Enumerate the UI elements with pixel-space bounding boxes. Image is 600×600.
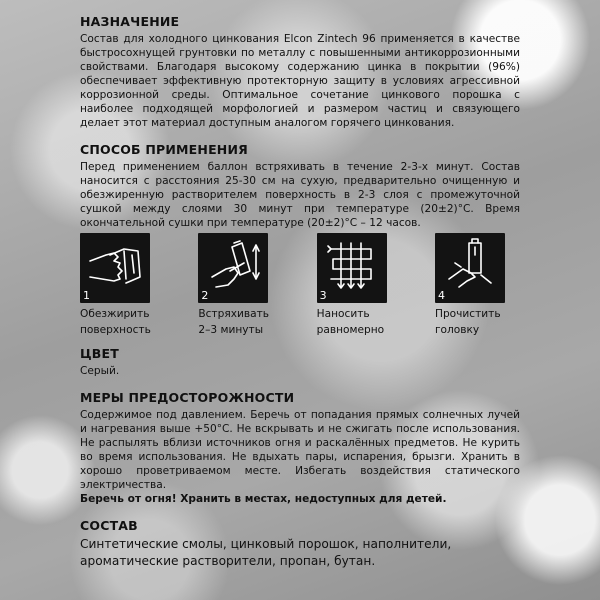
purpose-section [80, 14, 520, 130]
application-steps [80, 233, 505, 338]
shake-can-icon [198, 233, 268, 303]
step-label: Прочистить головку [434, 308, 501, 336]
precautions-section [80, 390, 520, 506]
step-card-4 [435, 233, 505, 338]
composition-heading: СОСТАВ [80, 518, 138, 533]
step-label: Встряхивать 2–3 минуты [198, 308, 269, 336]
step-card-1 [80, 233, 150, 338]
instructions-panel [80, 14, 520, 582]
step-label: Наносить равномерно [316, 308, 385, 336]
application-heading: СПОСОБ ПРИМЕНЕНИЯ [80, 142, 248, 157]
purpose-text: Состав для холодного цинкования Elcon Zintech 96 применяется в качестве быстросохнущей грунтовки по металлу с повышенными антикоррозионными свойствами. Благодаря высокому содержанию цинка в покрытии (96%) обеспечивает эффективную протекторную защиту в условиях агрессивной коррозионной среды. Оптимальное сочетание цинкового порошка с наиболее подходящей морфологией и размером частиц и связующего делает этот материал доступным аналогом горячего цинкования. [80, 33, 520, 129]
precautions-heading: МЕРЫ ПРЕДОСТОРОЖНОСТИ [80, 390, 295, 405]
purpose-heading: НАЗНАЧЕНИЕ [80, 14, 180, 29]
color-heading: ЦВЕТ [80, 346, 119, 361]
spray-pattern-icon [317, 233, 387, 303]
color-section [80, 346, 520, 378]
application-section [80, 142, 520, 338]
step-card-2 [198, 233, 268, 338]
application-text: Перед применением баллон встряхивать в течение 2-3-х минут. Состав наносится с расстояния 25-30 см на сухую, предварительно очищенную и обезжиренную растворителем поверхность в 2-3 слоя с промежуточной сушкой между слоями 30 минут при температуре (20±2)°С. Время окончательной сушки при температуре (20±2)°С – 12 часов. [80, 161, 520, 229]
precautions-text: Содержимое под давлением. Беречь от попадания прямых солнечных лучей и нагревания выше +50°С. Не вскрывать и не сжигать после использования. Не распылять вблизи источников огня и раскалённых предметов. Не курить во время использования. Не вдыхать пары, испарения, брызги. Хранить в хорошо проветриваемом месте. Избегать воздействия статического электричества. [80, 409, 520, 491]
step-card-3 [317, 233, 387, 338]
fire-warning: Беречь от огня! Хранить в местах, недоступных для детей. [80, 493, 447, 505]
hand-wipe-icon [80, 233, 150, 303]
step-label: Обезжирить поверхность [80, 308, 151, 336]
color-text: Серый. [80, 365, 120, 377]
step-number: 3 [319, 289, 327, 302]
step-number: 4 [437, 289, 445, 302]
step-number: 2 [201, 289, 209, 302]
clean-nozzle-icon [435, 233, 505, 303]
composition-text: Синтетические смолы, цинковый порошок, наполнители, ароматические растворители, пропан, бутан. [80, 537, 452, 568]
composition-section [80, 518, 520, 570]
step-number: 1 [83, 289, 90, 302]
